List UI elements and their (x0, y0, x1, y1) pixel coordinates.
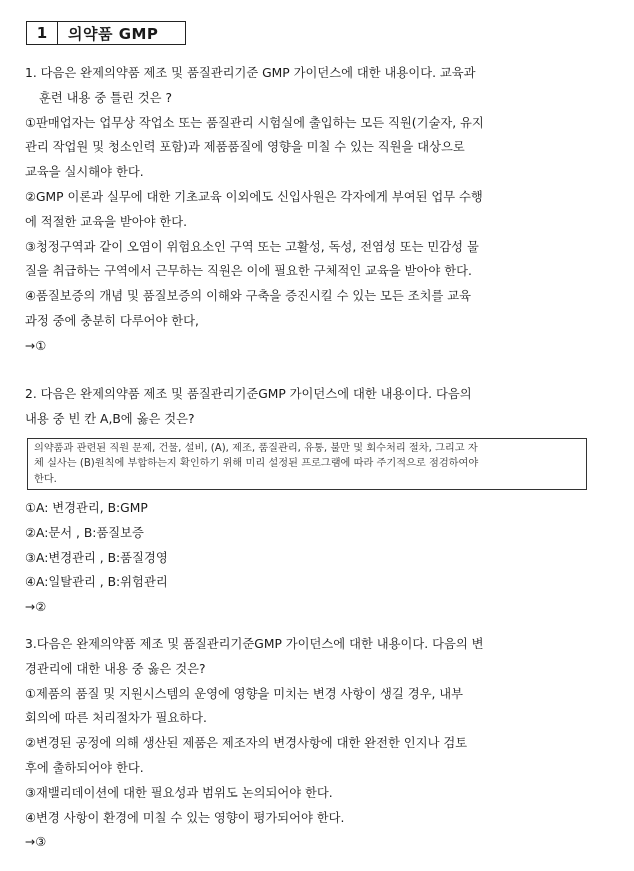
option-2: ②GMP 이론과 실무에 대한 기초교육 이외에도 신입사원은 각자에게 부여된 업무 수행 (25, 189, 483, 204)
option-1: 교육을 실시해야 한다. (25, 165, 144, 180)
passage-box (27, 438, 587, 491)
question-stem: 1. 다음은 완제의약품 제조 및 품질관리기준 GMP 가이던스에 대한 내용이다. 교육과 (25, 66, 476, 80)
section-title: 의약품 GMP (68, 24, 159, 43)
question-stem: 훈련 내용 중 틀린 것은 ? (39, 90, 172, 105)
question-stem: 3.다음은 완제의약품 제조 및 품질관리기준GMP 가이던스에 대한 내용이다. 다음의 변 (25, 637, 484, 651)
option-3: ③청정구역과 같이 오염이 위험요소인 구역 또는 고활성, 독성, 전염성 또는 민감성 물 (25, 239, 479, 254)
question-1 (25, 61, 591, 359)
section-number: 1 (27, 22, 58, 44)
option-1: ①판매업자는 업무상 작업소 또는 품질관리 시험실에 출입하는 모든 직원(기술자, 유지 (25, 115, 484, 130)
option-4: ④품질보증의 개념 및 품질보증의 이해와 구축을 증진시킬 수 있는 모든 조치를 교육 (25, 289, 472, 304)
option-2: 후에 출하되어야 한다. (25, 760, 144, 775)
option-1: 관리 작업원 및 청소인력 포함)과 제품품질에 영향을 미칠 수 있는 직원을 대상으로 (25, 140, 465, 155)
option-4: ④변경 사항이 환경에 미칠 수 있는 영향이 평가되어야 한다. (25, 810, 345, 825)
answer: →③ (25, 835, 47, 850)
question-stem: 경관리에 대한 내용 중 옳은 것은? (25, 661, 206, 676)
option-1: 회의에 따른 처리절차가 필요하다. (25, 711, 207, 726)
option-3: 질을 취급하는 구역에서 근무하는 직원은 이에 필요한 구체적인 교육을 받아야 한다. (25, 264, 472, 279)
option-2: ②A:문서 , B:품질보증 (25, 525, 144, 540)
question-2 (25, 382, 591, 620)
option-4: 과정 중에 충분히 다루어야 한다, (25, 313, 199, 328)
option-3: ③A:변경관리 , B:품질경영 (25, 550, 168, 565)
option-2: ②변경된 공정에 의해 생산된 제품은 제조자의 변경사항에 대한 완전한 인지나 검토 (25, 736, 468, 751)
question-3 (25, 632, 591, 855)
option-1: ①제품의 품질 및 지원시스템의 운영에 영향을 미치는 변경 사항이 생길 경우, 내부 (25, 686, 464, 701)
answer: →② (25, 600, 47, 615)
passage-line: 한다. (34, 473, 57, 485)
answer: →① (25, 338, 47, 353)
option-2: 에 적절한 교육을 받아야 한다. (25, 214, 188, 229)
question-stem: 내용 중 빈 칸 A,B에 옳은 것은? (25, 411, 195, 426)
passage-line: 의약품과 관련된 직원 문제, 건물, 설비, (A), 제조, 품질관리, 유통, 불만 및 회수처리 절차, 그리고 자 (34, 442, 478, 454)
section-title-box (26, 21, 186, 45)
option-3: ③재밸리데이션에 대한 필요성과 범위도 논의되어야 한다. (25, 785, 333, 800)
option-4: ④A:일탈관리 , B:위험관리 (25, 575, 168, 590)
option-1: ①A: 변경관리, B:GMP (25, 501, 148, 516)
passage-line: 체 실사는 (B)원칙에 부합하는지 확인하기 위해 미리 설정된 프로그램에 따라 주기적으로 점검하여야 (34, 458, 479, 470)
question-stem: 2. 다음은 완제의약품 제조 및 품질관리기준GMP 가이던스에 대한 내용이다. 다음의 (25, 387, 472, 401)
